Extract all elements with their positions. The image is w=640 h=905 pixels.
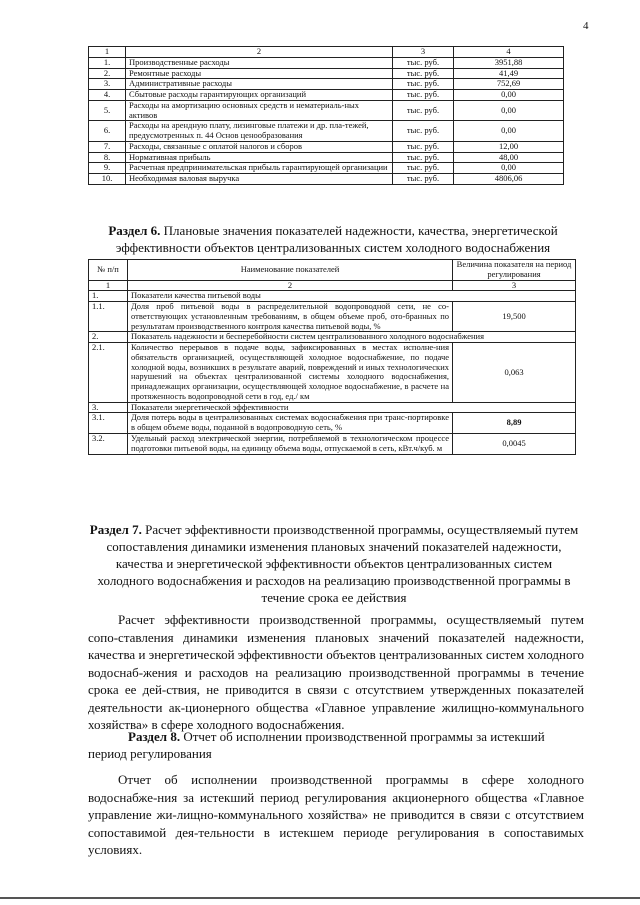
group-row	[89, 402, 576, 413]
header-cell: 4	[454, 47, 564, 58]
row-number: 6.	[89, 121, 126, 142]
row-item: Административные расходы	[126, 79, 393, 90]
row-item: Расходы на амортизацию основных средств и нематериаль-ных активов	[126, 100, 393, 121]
row-item: Расчетная предпринимательская прибыль гарантирующей организации	[126, 163, 393, 174]
header-num: № п/п	[89, 260, 128, 281]
section-8-heading	[88, 728, 580, 762]
section-7-label: Раздел 7.	[89, 522, 142, 537]
section-8-label: Раздел 8.	[128, 729, 181, 744]
row-item: Нормативная прибыль	[126, 152, 393, 163]
row-number: 8.	[89, 152, 126, 163]
indicators-table	[88, 259, 576, 455]
row-unit: тыс. руб.	[393, 174, 454, 185]
expenses-table-body	[89, 57, 564, 184]
expenses-table	[88, 46, 564, 185]
row-number: 4.	[89, 90, 126, 101]
table-row	[89, 68, 564, 79]
row-unit: тыс. руб.	[393, 141, 454, 152]
row-value: 752,69	[454, 79, 564, 90]
group-number: 2.	[89, 332, 128, 343]
index-row	[89, 280, 576, 291]
table-row	[89, 121, 564, 142]
group-number: 3.	[89, 402, 128, 413]
row-unit: тыс. руб.	[393, 57, 454, 68]
indicator-number: 3.1.	[89, 413, 128, 434]
section-6-heading	[88, 222, 578, 256]
index-cell: 3	[453, 280, 576, 291]
header-cell: 2	[126, 47, 393, 58]
group-number: 1.	[89, 291, 128, 302]
row-item: Необходимая валовая выручка	[126, 174, 393, 185]
header-cell: 3	[393, 47, 454, 58]
row-unit: тыс. руб.	[393, 152, 454, 163]
row-value: 0,00	[454, 100, 564, 121]
row-value: 4806,06	[454, 174, 564, 185]
table-header-row	[89, 47, 564, 58]
table-row	[89, 174, 564, 185]
table-row	[89, 152, 564, 163]
indicator-name: Доля потерь воды в централизованных системах водоснабжения при транс-портировке в общем объеме воды, поданной в водопроводную сеть, %	[128, 413, 453, 434]
indicator-row	[89, 413, 576, 434]
row-number: 10.	[89, 174, 126, 185]
header-value: Величина показателя на период регулирования	[453, 260, 576, 281]
section-6-title: Плановые значения показателей надежности, качества, энергетической эффективности объектов централизованных систем холодного водоснабжения	[115, 223, 558, 255]
row-unit: тыс. руб.	[393, 163, 454, 174]
indicator-name: Доля проб питьевой воды в распределительной водопроводной сети, не со-ответствующих установленным требованиям, в общем объеме проб, ото-бранных по результатам производственного контроля качества питьевой воды, %	[128, 302, 453, 332]
table-header-row	[89, 260, 576, 281]
row-unit: тыс. руб.	[393, 79, 454, 90]
row-unit: тыс. руб.	[393, 68, 454, 79]
row-value: 0,00	[454, 90, 564, 101]
indicators-table-body	[89, 291, 576, 454]
section-6-label: Раздел 6.	[108, 223, 161, 238]
row-number: 3.	[89, 79, 126, 90]
group-title: Показатели качества питьевой воды	[128, 291, 576, 302]
section-7-title: Расчет эффективности производственной программы, осуществляемый путем сопоставления динамики изменения плановых значений показателей надежности, качества и энергетической эффективности объектов централизованных систем холодного водоснабжения и расходов на реализацию производственной программы в течение срока ее действия	[97, 522, 579, 605]
table-row	[89, 79, 564, 90]
section-7-heading	[88, 521, 580, 606]
indicator-value: 8,89	[453, 413, 576, 434]
group-row	[89, 332, 576, 343]
row-value: 12,00	[454, 141, 564, 152]
indicator-number: 2.1.	[89, 343, 128, 403]
indicator-row	[89, 434, 576, 455]
row-value: 0,00	[454, 121, 564, 142]
row-item: Расходы, связанные с оплатой налогов и сборов	[126, 141, 393, 152]
row-item: Расходы на арендную плату, лизинговые платежи и др. пла-тежей, предусмотренных п. 44 Основ ценообразования	[126, 121, 393, 142]
indicator-name: Количество перерывов в подаче воды, зафиксированных в местах исполне-ния обязательств организацией, осуществляющей холодное водоснабжение, по подаче холодной воды, возникших в результате аварий, повреждений и иных технологических нарушений на объектах централизованной системы холодного водоснабжения, принадлежащих организации, осуществляющей холодное водоснабжение, в расчете на протяженность водопроводной сети в год, ед./ км	[128, 343, 453, 403]
indicator-number: 3.2.	[89, 434, 128, 455]
row-unit: тыс. руб.	[393, 90, 454, 101]
table-row	[89, 141, 564, 152]
section-8-text: Отчет об исполнении производственной программы в сфере холодного водоснабже-ния за истекший период регулирования акционерного общества «Главное управление жи-лищно-коммунального хозяйства» не приводится в связи с отсутствием сопоставимой дея-тельности в истекшем периоде регулирования в сопоставимых условиях.	[88, 772, 584, 857]
indicator-row	[89, 302, 576, 332]
row-number: 1.	[89, 57, 126, 68]
row-number: 9.	[89, 163, 126, 174]
row-item: Производственные расходы	[126, 57, 393, 68]
row-item: Ремонтные расходы	[126, 68, 393, 79]
table-row	[89, 90, 564, 101]
bottom-edge-line	[0, 897, 640, 899]
row-value: 48,00	[454, 152, 564, 163]
table-row	[89, 163, 564, 174]
row-number: 7.	[89, 141, 126, 152]
group-row	[89, 291, 576, 302]
header-name: Наименование показателей	[128, 260, 453, 281]
header-cell: 1	[89, 47, 126, 58]
row-unit: тыс. руб.	[393, 100, 454, 121]
section-8-title: Отчет об исполнении производственной программы за истекший период регулирования	[88, 729, 545, 761]
indicator-row	[89, 343, 576, 403]
row-value: 0,00	[454, 163, 564, 174]
table-row	[89, 57, 564, 68]
page-number: 4	[583, 20, 589, 32]
row-value: 3951,88	[454, 57, 564, 68]
indicator-value: 0,0045	[453, 434, 576, 455]
row-number: 2.	[89, 68, 126, 79]
index-cell: 1	[89, 280, 128, 291]
table-row	[89, 100, 564, 121]
row-number: 5.	[89, 100, 126, 121]
indicator-value: 0,063	[453, 343, 576, 403]
row-value: 41,49	[454, 68, 564, 79]
row-unit: тыс. руб.	[393, 121, 454, 142]
group-title: Показатели энергетической эффективности	[128, 402, 576, 413]
group-title: Показатель надежности и бесперебойности систем централизованного холодного водоснабжения	[128, 332, 576, 343]
indicator-number: 1.1.	[89, 302, 128, 332]
index-cell: 2	[128, 280, 453, 291]
indicator-name: Удельный расход электрической энергии, потребляемой в технологическом процессе подготовки питьевой воды, на единицу объема воды, отпускаемой в сеть, кВт.ч/куб. м	[128, 434, 453, 455]
indicator-value: 19,500	[453, 302, 576, 332]
row-item: Сбытовые расходы гарантирующих организаций	[126, 90, 393, 101]
section-7-text: Расчет эффективности производственной программы, осуществляемый путем сопо-ставления динамики изменения плановых значений показателей надежности, качества и энергетической эффективности объектов централизованных систем холодного водоснаб-жения и расходов на реализацию производственной программы в течение срока ее дей-ствия, не приводится в связи с отсутствием утвержденных показателей деятельности ак-ционерного общества «Главное управление жилищно-коммунального хозяйства» в сфере холодного водоснабжения.	[88, 612, 585, 732]
